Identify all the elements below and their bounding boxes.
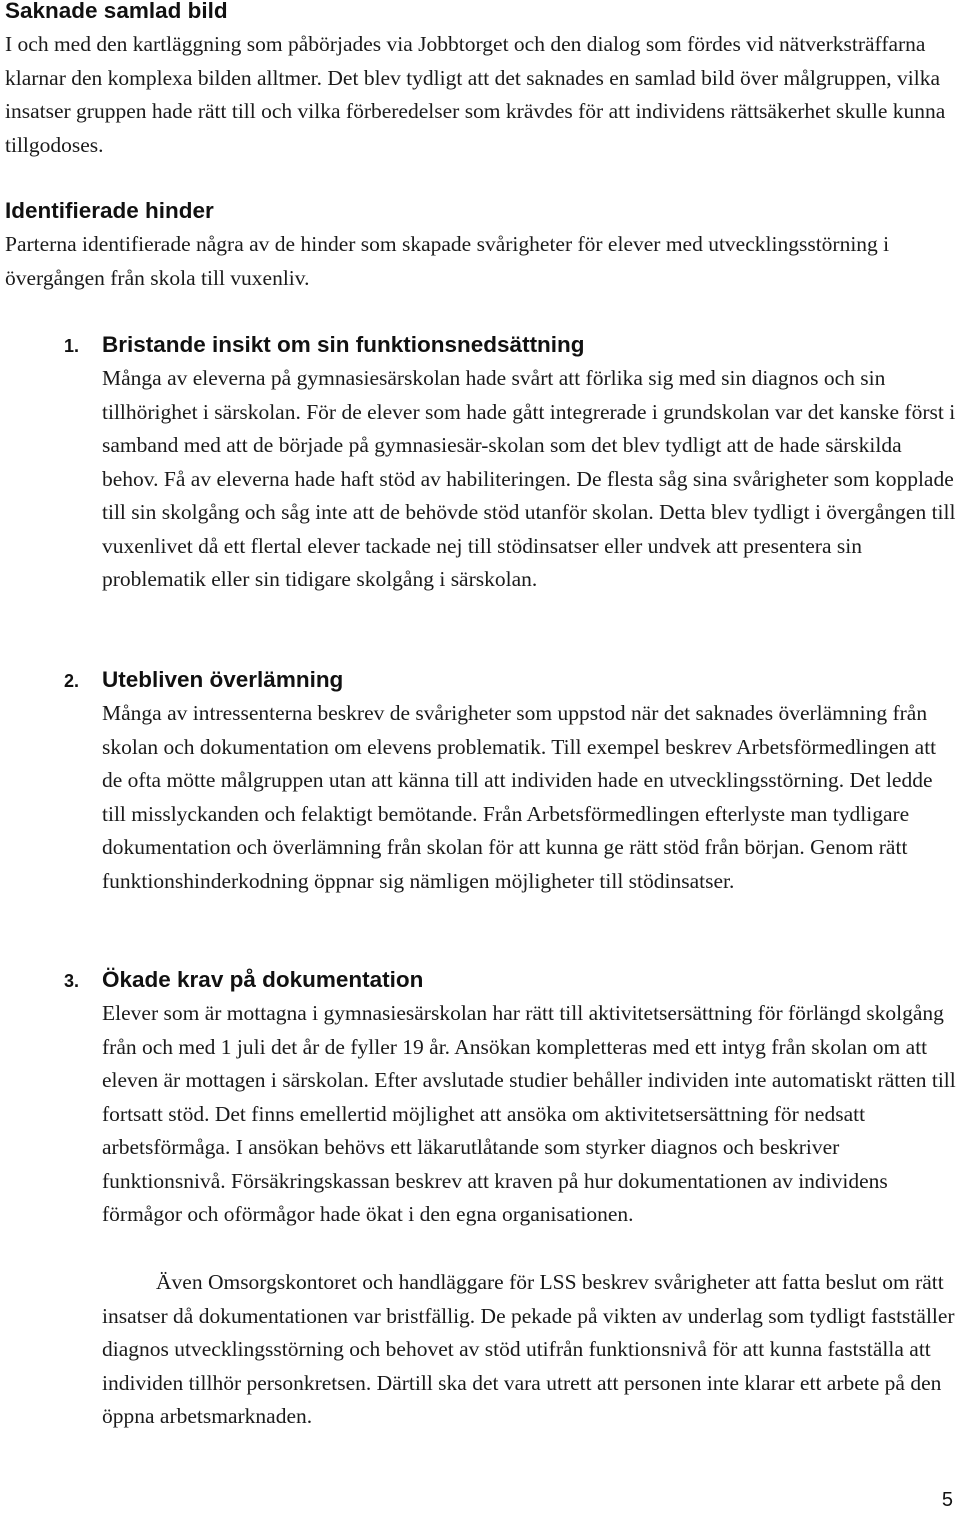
list-item-number: 2. [64, 671, 80, 691]
section-body-saknade-samlad-bild: I och med den kartläggning som påbörjades via Jobbtorget och den dialog som fördes vid nätverksträffarna klarnar den komplexa bilden alltmer. Det blev tydligt att det saknades en samlad bild över målgruppen, vilka insatser gruppen hade rätt till och vilka förberedelser som krävdes för att individens rättsäkerhet skulle kunna tillgodoses. [5, 32, 946, 157]
list-item-heading: Ökade krav på dokumentation [102, 967, 424, 992]
page-number: 5 [941, 1489, 953, 1511]
list-item-number: 1. [64, 336, 80, 356]
section-heading-saknade-samlad-bild: Saknade samlad bild [5, 0, 228, 23]
list-item-heading: Utebliven överlämning [102, 667, 344, 692]
section-body-identifierade-hinder: Parterna identifierade några av de hinder som skapade svårigheter för elever med utvecklingsstörning i övergången från skola till vuxenliv. [5, 232, 890, 290]
section-heading-identifierade-hinder: Identifierade hinder [5, 198, 214, 223]
list-item-body: Elever som är mottagna i gymnasiesärskolan har rätt till aktivitetsersättning för förlängd skolgång från och med 1 juli det år de fyller 19 år. Ansökan kompletteras med ett intyg från skolan om att eleven är mottagen i särskolan. Efter avslutade studier behåller individen inte automatiskt rätten till fortsatt stöd. Det finns emellertid möjlighet att ansöka om aktivitetsersättning för nedsatt arbetsförmåga. I ansökan behövs ett läkarutlåtande som styrker diagnos och beskriver funktionsnivå. Försäkringskassan beskrev att kraven på hur dokumentationen av individens förmågor och oförmågor hade ökat i den egna organisationen. [102, 1001, 956, 1226]
list-item-number: 3. [64, 971, 80, 991]
list-item-heading: Bristande insikt om sin funktionsnedsättning [102, 332, 585, 357]
list-item-body: Många av intressenterna beskrev de svårigheter som uppstod när det saknades överlämning från skolan och dokumentation om elevens problematik. Till exempel beskrev Arbetsförmedlingen att de ofta mötte målgruppen utan att känna till att individen hade en utvecklingsstörning. Det ledde till misslyckanden och felaktigt bemötande. Från Arbetsförmedlingen efterlyste man tydligare dokumentation och överlämning från skolan för att kunna ge rätt stöd från början. Genom rätt funktionshinderkodning öppnar sig nämligen möjligheter till stödinsatser. [102, 701, 937, 893]
list-item-body: Många av eleverna på gymnasiesärskolan hade svårt att förlika sig med sin diagnos och sin tillhörighet i särskolan. För de elever som hade gått integrerade i grundskolan var det kanske först i samband med att de började på gymnasiesär-skolan som det blev tydligt att de hade särskilda behov. Få av eleverna hade haft stöd av habiliteringen. De flesta såg sina svårigheter som kopplade till sin skolgång och såg inte att de behövde stöd utanför skolan. Detta blev tydligt i övergången till vuxenlivet då ett flertal elever tackade nej till stödinsatser eller undvek att presentera sin problematik eller sin tidigare skolgång i särskolan. [102, 366, 956, 591]
list-item-body-continued: Även Omsorgskontoret och handläggare för LSS beskrev svårigheter att fatta beslut om rätt insatser då dokumentationen var bristfällig. De pekade på vikten av underlag som tydligt fastställer diagnos utvecklingsstörning och behovet av stöd utifrån funktionsnivå för att kunna fastställa att individen tillhör personkretsen. Därtill ska det vara utrett att personen inte klarar ett arbete på den öppna arbetsmarknaden. [102, 1270, 955, 1428]
